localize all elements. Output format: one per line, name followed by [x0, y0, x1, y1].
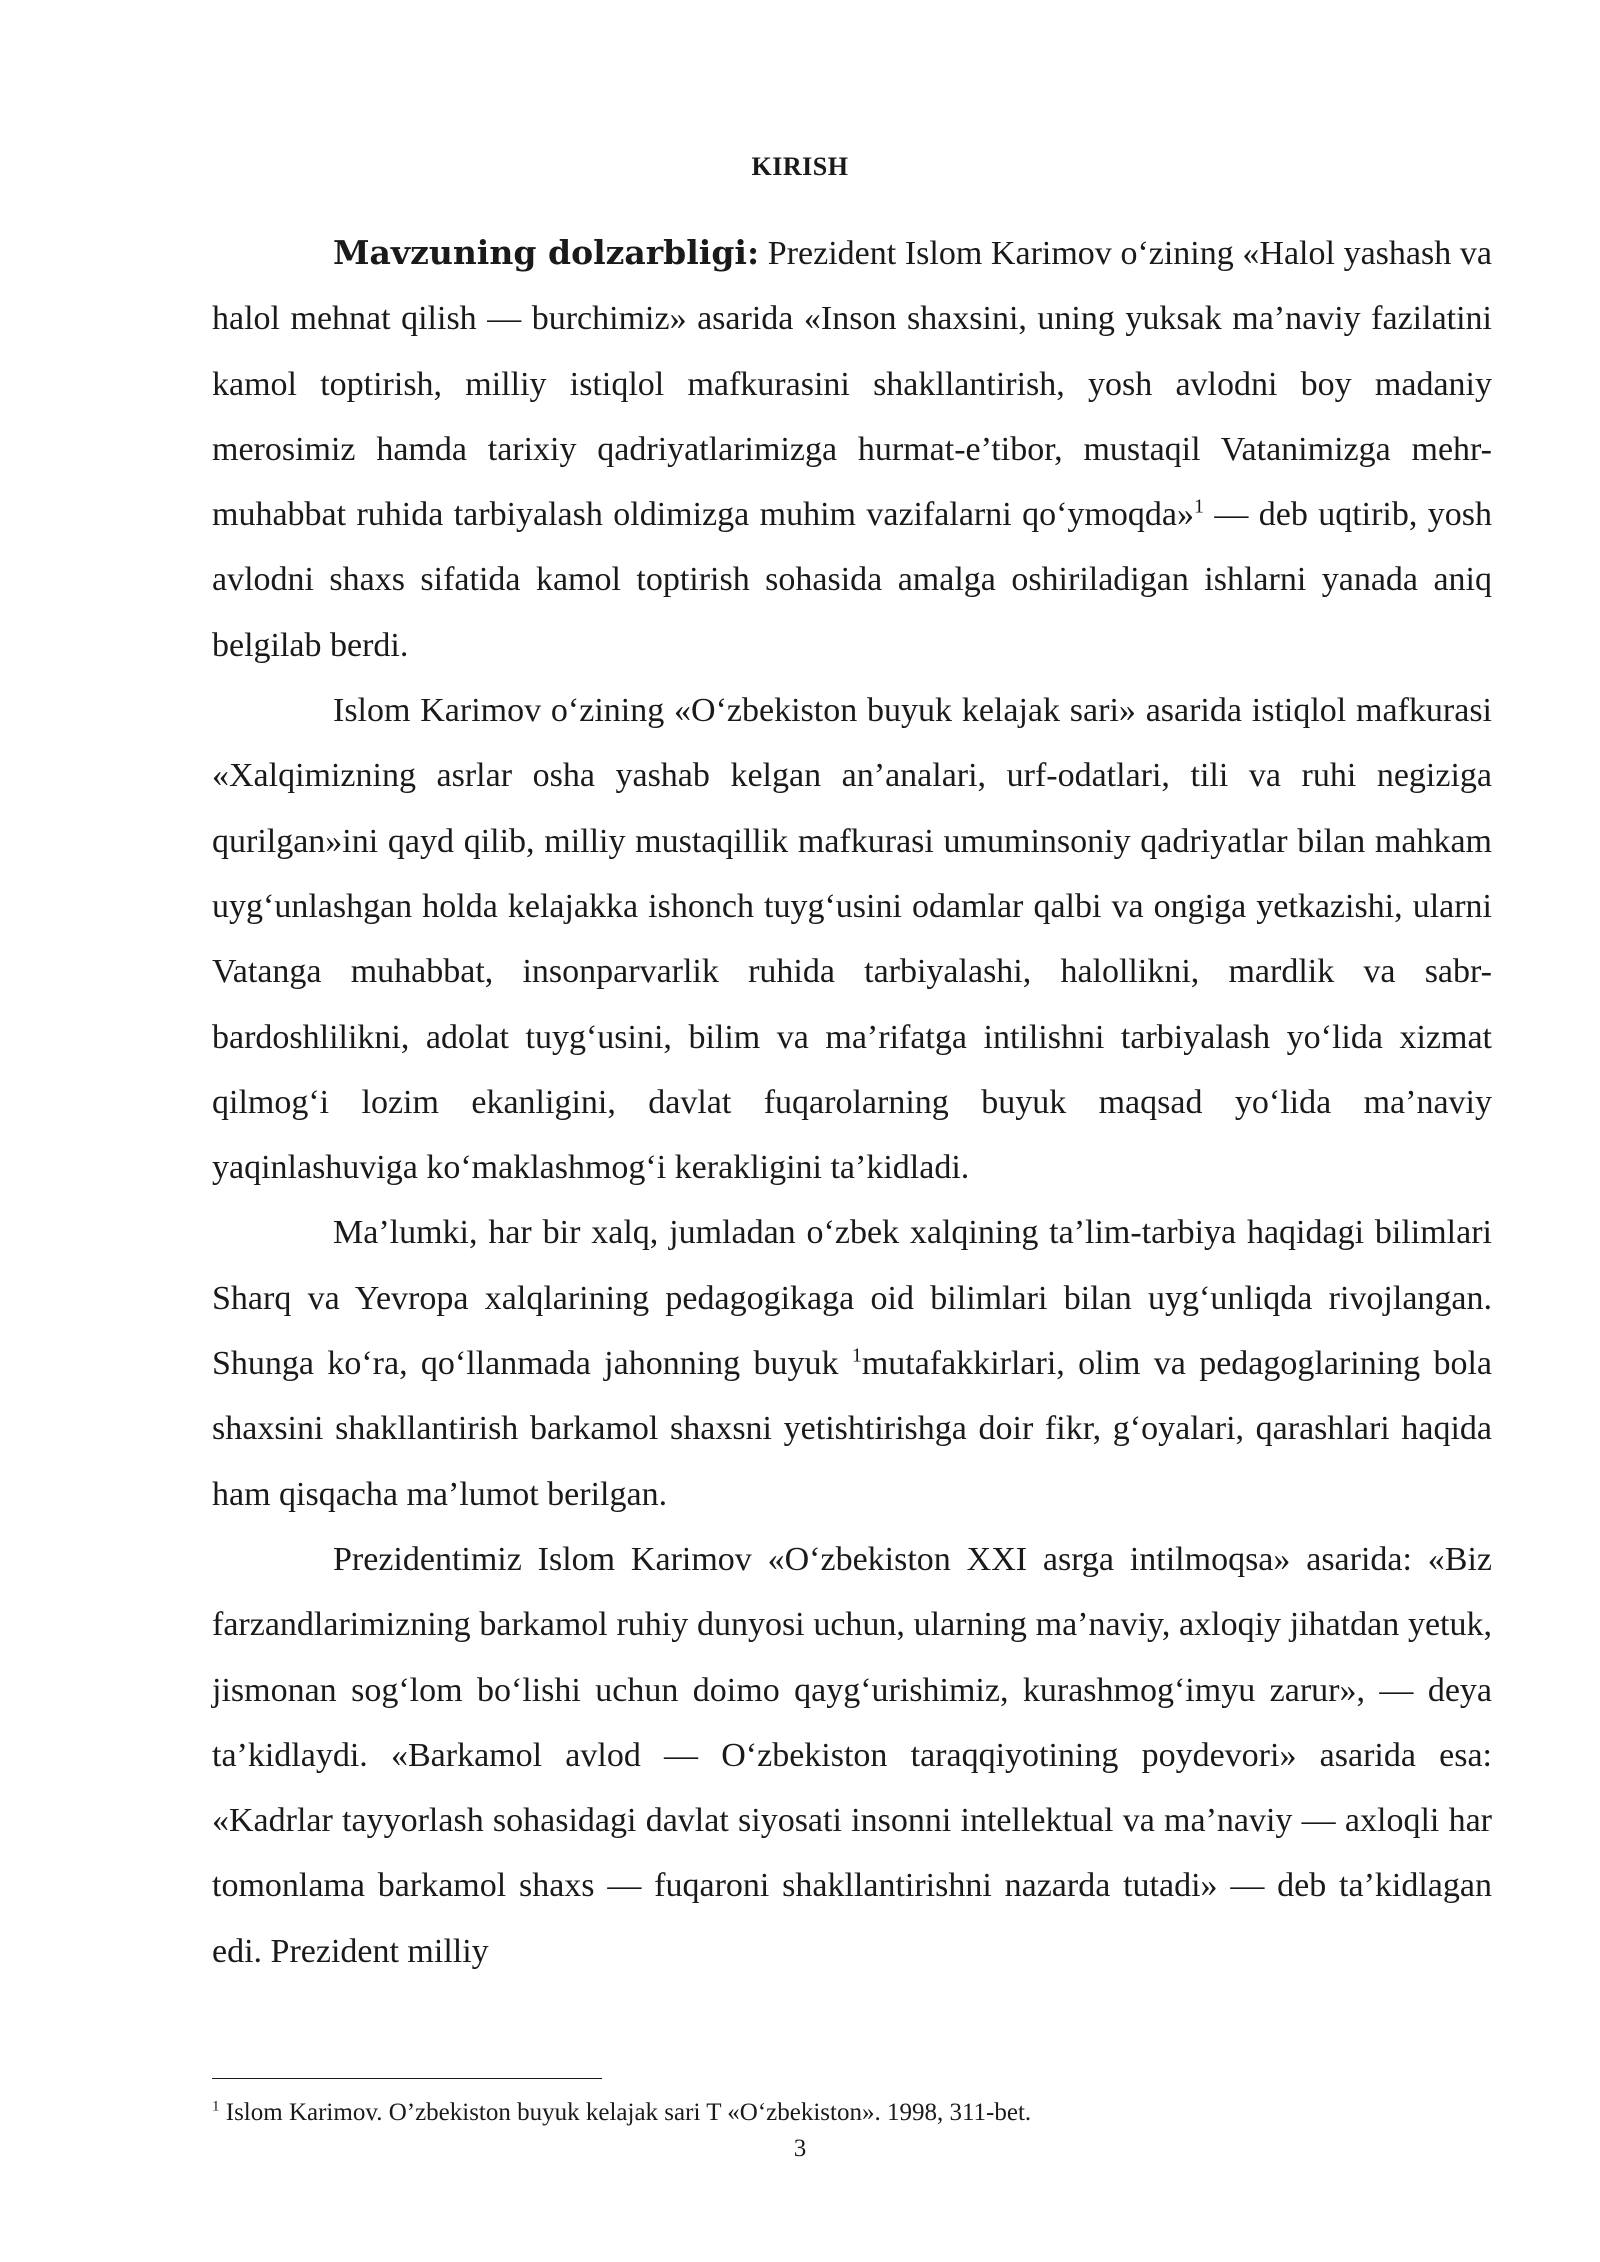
paragraph-text: mutafakkirlari, olim va pedagoglarining bola shaxsini shakllantirish barkamol shaxsni yetishtirishga doir fikr, g‘oyalari, qarashlari haqida ham qisqacha ma’lumot berilgan.: [212, 1345, 1493, 1513]
page-number: 3: [793, 2135, 807, 2162]
footnote-separator: [212, 2078, 602, 2079]
page-title: KIRISH: [751, 152, 849, 181]
paragraph-president: Prezidentimiz Islom Karimov «O‘zbekiston XXI asrga intilmoqsa» asarida: «Biz farzandlarimizning barkamol ruhiy dunyosi uchun, ularning ma’naviy, axloqiy jihatdan yetuk, jismonan sog‘lom bo‘lishi uchun doimo qayg‘urishimiz, kurashmog‘imyu zarur», — deya ta’kidlaydi. «Barkamol avlod — O‘zbekiston taraqqiyotining poydevori» asarida esa: «Kadrlar tayyorlash sohasidagi davlat siyosati insonni intellektual va ma’naviy — axloqli har tomonlama barkamol shaxs — fuqaroni shakllantirishni nazarda tutadi» — deb ta’kidlagan edi. Prezident milliy: [212, 1540, 1492, 1970]
footnote-marker[interactable]: 1: [851, 1344, 862, 1367]
paragraph-ideology: Islom Karimov o‘zining «O‘zbekiston buyuk kelajak sari» asarida istiqlol mafkurasi «Xalqimizning asrlar osha yashab kelgan an’analari, urf-odatlari, tili va ruhi negiziga qurilgan»ini qayd qilib, milliy mustaqillik mafkurasi umuminsoniy qadriyatlar bilan mahkam uyg‘unlashgan holda kelajakka ishonch tuyg‘usini odamlar qalbi va ongiga yetkazishi, ularni Vatanga muhabbat, insonparvarlik ruhida tarbiyalashi, halollikni, mardlik va sabr-bardoshlilikni, adolat tuyg‘usini, bilim va ma’rifatga intilishni tarbiyalash yo‘lida xizmat qilmog‘i lozim ekanligini, davlat fuqarolarning buyuk maqsad yo‘lida ma’naviy yaqinlashuviga ko‘maklashmog‘i kerakligini ta’kidladi.: [212, 692, 1492, 1187]
paragraph-text: — deb uqtirib, yosh avlodni shaxs sifatida kamol toptirish sohasida amalga oshiriladigan ishlarni yanada aniq belgilab berdi.: [212, 496, 1492, 664]
paragraph-education: [212, 1200, 1492, 1526]
paragraph-text: Ma’lumki, har bir xalq, jumladan o‘zbek xalqining ta’lim-tarbiya haqidagi bilimlari Sharq va Yevropa xalqlarining pedagogikaga oid bilimlari bilan uyg‘unliqda rivojlangan. Shunga ko‘ra, qo‘llanmada jahonning buyuk: [212, 1214, 1492, 1383]
footnote-text: Islom Karimov. O’zbekiston buyuk kelajak sari T «O‘zbekiston». 1998, 311-bet.: [219, 2099, 1032, 2126]
footnote-number: 1: [212, 2098, 220, 2115]
body-text: [212, 220, 1492, 1984]
paragraph-text: Prezident Islom Karimov o‘zining «Halol yashash va halol mehnat qilish — burchimiz» asarida «Inson shaxsini, uning yuksak ma’naviy fazilatini kamol toptirish, milliy istiqlol mafkurasini shakllantirish, yosh avlodni boy madaniy merosimiz hamda tarixiy qadriyatlarimizga hurmat-e’tibor, mustaqil Vatanimizga mehr-muhabbat ruhida tarbiyalash oldimizga muhim vazifalarni qo‘ymoqda»: [212, 235, 1492, 534]
footnote-marker[interactable]: 1: [1193, 495, 1204, 518]
relevance-heading: Mavzuning dolzarbligi:: [333, 233, 760, 272]
paragraph-relevance: [212, 220, 1492, 678]
footnote: [212, 2097, 1492, 2129]
